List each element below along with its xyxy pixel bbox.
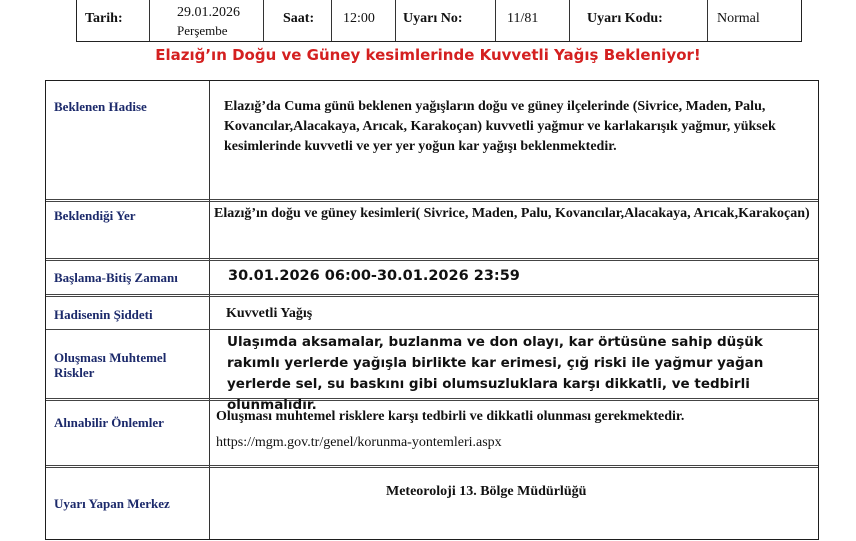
divider bbox=[495, 0, 496, 41]
header-table bbox=[76, 0, 802, 42]
divider bbox=[395, 0, 396, 41]
row-expected-event bbox=[46, 81, 818, 202]
row-possible-risks bbox=[46, 330, 818, 413]
row-issuing-center bbox=[46, 468, 818, 541]
time-label: Saat: bbox=[283, 11, 315, 26]
expected-event-label: Beklenen Hadise bbox=[54, 99, 147, 114]
warning-code-label: Uyarı Kodu: bbox=[587, 11, 663, 26]
divider bbox=[569, 0, 570, 41]
divider bbox=[331, 0, 332, 41]
time-value: 12:00 bbox=[343, 11, 375, 26]
precautions-link[interactable]: https://mgm.gov.tr/genel/korunma-yontemleri.aspx bbox=[216, 435, 502, 450]
event-severity-label: Hadisenin Şiddeti bbox=[54, 307, 153, 322]
issuing-center-value: Meteoroloji 13. Bölge Müdürlüğü bbox=[386, 484, 587, 499]
start-end-time-label: Başlama-Bitiş Zamanı bbox=[54, 270, 178, 285]
precautions-value: Oluşması muhtemel risklere karşı tedbirli ve dikkatli olunması gerekmektedir. bbox=[216, 409, 685, 424]
row-start-end-time bbox=[46, 261, 818, 297]
divider bbox=[149, 0, 150, 41]
day-value: Perşembe bbox=[177, 23, 228, 38]
warning-headline: Elazığ’ın Doğu ve Güney kesimlerinde Kuvvetli Yağış Bekleniyor! bbox=[155, 46, 701, 64]
event-severity-value: Kuvvetli Yağış bbox=[226, 306, 313, 321]
start-end-time-value: 30.01.2026 06:00-30.01.2026 23:59 bbox=[228, 268, 520, 284]
warning-number-value: 11/81 bbox=[507, 11, 539, 26]
expected-location-label: Beklendiği Yer bbox=[54, 208, 136, 223]
divider bbox=[707, 0, 708, 41]
date-label: Tarih: bbox=[85, 11, 123, 26]
row-event-severity bbox=[46, 297, 818, 330]
precautions-label: Alınabilir Önlemler bbox=[54, 415, 164, 430]
expected-location-value: Elazığ’ın doğu ve güney kesimleri( Sivrice, Maden, Palu, Kovancılar,Alacakaya, Arıcak,Karakoçan) bbox=[214, 206, 810, 221]
row-expected-location bbox=[46, 202, 818, 261]
possible-risks-label-line2: Riskler bbox=[54, 365, 95, 380]
warning-number-label: Uyarı No: bbox=[403, 11, 463, 26]
issuing-center-label: Uyarı Yapan Merkez bbox=[54, 496, 170, 511]
warning-detail-table bbox=[45, 80, 819, 540]
possible-risks-label bbox=[54, 350, 166, 380]
warning-code-value: Normal bbox=[717, 11, 760, 26]
divider bbox=[263, 0, 264, 41]
date-value: 29.01.2026 bbox=[177, 5, 240, 20]
possible-risks-label-line1: Oluşması Muhtemel bbox=[54, 350, 167, 365]
expected-event-value: Elazığ’da Cuma günü beklenen yağışların doğu ve güney ilçelerinde (Sivrice, Maden, Palu, Kovancılar,Alacakaya, Arıcak, Karakoçan) kuvvetli yağmur ve karlakarışık yağmur, yüksek kesimlerinde kuvvetli ve yer yer yoğun kar yağışı beklenmektedir. bbox=[224, 99, 776, 154]
row-precautions bbox=[46, 401, 818, 468]
possible-risks-value: Ulaşımda aksamalar, buzlanma ve don olayı, kar örtüsüne sahip düşük rakımlı yerlerde yağışla birlikte kar erimesi, çığ riski ile yağmur yağan yerlerde sel, su baskını gibi olumsuzluklara karşı dikkatli, ve tedbirli olunmalıdır. bbox=[227, 334, 764, 413]
